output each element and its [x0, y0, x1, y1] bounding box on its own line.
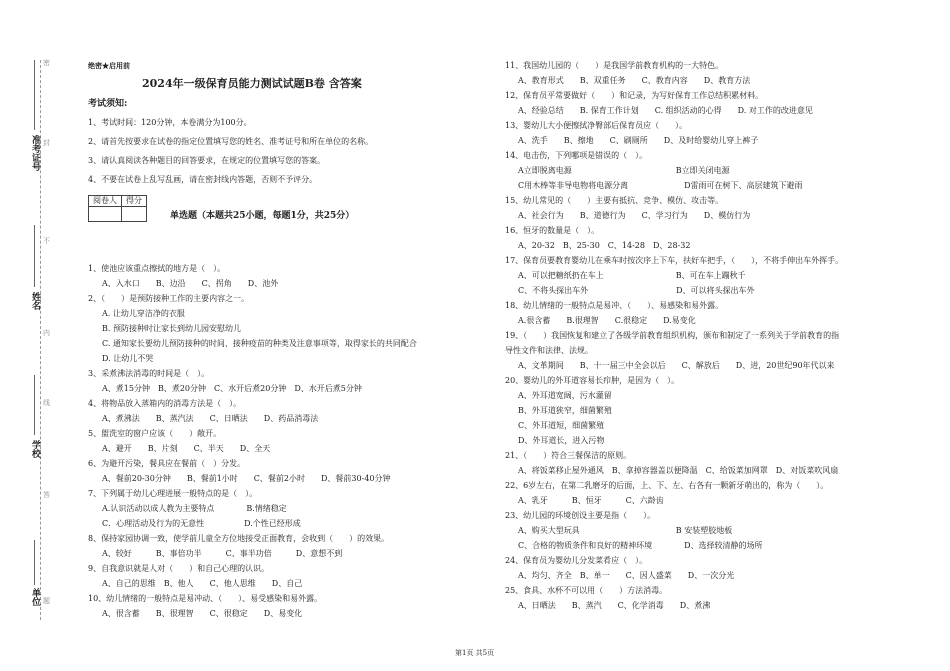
option-line: C．心理活动及行为的无意性 D.个性已经形成 [102, 519, 301, 528]
notice-item: 3、请认真阅读各种题目的回答要求，在规定的位置填写您的答案。 [88, 156, 326, 165]
score-table [88, 195, 147, 222]
notice-item: 4、不要在试卷上乱写乱画，请在密封线内答题，否则不予评分。 [88, 175, 318, 184]
option-line: A、均匀、齐全 B、单一 C、因人盛菜 D、一次分光 [518, 571, 735, 580]
question-line: 24、保育员为婴幼儿分发菜肴应（ ）。 [505, 556, 648, 565]
question-line: 13、婴幼儿大小便擦拭净臀部后保育员应（ ）。 [505, 121, 688, 130]
school-label: 学校 [30, 440, 40, 458]
question-line: 导性文件和法律、法规。 [505, 346, 593, 355]
option-line: A、很含蓄 B、很理智 C、很稳定 D、易变化 [102, 609, 303, 618]
option-line: A、文革期间 B、十一届三中全会以后 C、解放后 D、进，20世纪90年代以来 [518, 361, 835, 370]
option-line: D. 让幼儿不哭 [102, 354, 154, 363]
cut-mark: 题 [43, 597, 50, 605]
exam-number-underline [34, 60, 35, 130]
school-underline [34, 375, 35, 435]
name-label: 姓名 [30, 292, 40, 310]
option-line: A、洗手 B、擦地 C、刷厕所 D、及时给婴幼儿穿上裤子 [518, 136, 759, 145]
question-line: 23、幼儿园的环境创设主要是指（ ）。 [505, 511, 656, 520]
option-line: A、购买大型玩具 B 安装塑胶地板 [518, 526, 733, 535]
question-line: 17、保育员要教育婴幼儿在乘车时按次序上下车，扶好车把手，（ ），不将手伸出车外挥手。 [505, 256, 844, 265]
reviewer-header: 阅卷人 [89, 196, 122, 207]
option-line: A、教育形式 B、双重任务 C、教育内容 D、教育方法 [518, 76, 751, 85]
option-line: C、不将头探出车外 D、可以将头探出车外 [518, 286, 755, 295]
question-line: 25、食具、水杯不可以用（ ）方法消毒。 [505, 586, 668, 595]
reviewer-cell [89, 207, 122, 222]
option-line: A立即脱离电源 B立即关闭电源 [518, 166, 730, 175]
option-line: A、可以把糖纸扔在车上 B、可在车上蹦秋千 [518, 271, 746, 280]
section-title: 单选题（本题共25小题，每题1分，共25分） [170, 211, 355, 221]
unit-label: 单位 [30, 588, 40, 606]
option-line: C用木棒等非导电物将电源分离 D雷雨可在树下、高层建筑下避雨 [518, 181, 803, 190]
notice-item: 1、考试时间：120分钟，本卷满分为100分。 [88, 118, 252, 127]
option-line: A、将饭菜移止屋外通风 B、拿掉容器盖以便降温 C、给饭菜加网罩 D、对饭菜吹风扇 [518, 466, 839, 475]
cut-mark: 密 [43, 59, 50, 67]
question-line: 18、幼儿情绪的一般特点是易冲、（ ）、易感染和易外露。 [505, 301, 724, 310]
question-line: 5、盥洗室的窗户应该（ ）敞开。 [88, 429, 222, 438]
question-line: 7、下列属于幼儿心理进展一般特点的是（ ）。 [88, 489, 258, 498]
question-line: 14、电击伤，下列哪项是错误的（ ）。 [505, 151, 648, 160]
binding-line [40, 60, 41, 620]
question-line: 16、恒牙的数量是（ ）。 [505, 226, 600, 235]
cut-mark: 不 [43, 237, 50, 245]
name-underline [34, 225, 35, 287]
question-line: 2、（ ）是预防接种工作的主要内容之一。 [88, 294, 250, 303]
page-title: 2024年一级保育员能力测试试题B卷 含答案 [142, 77, 362, 90]
question-line: 3、采煮沸法消毒的时间是（ ）。 [88, 369, 210, 378]
cut-mark: 线 [43, 399, 50, 407]
secret-label: 绝密★启用前 [88, 61, 130, 70]
option-line: A、入水口 B、边沿 C、拐角 D、池外 [102, 279, 279, 288]
option-line: D、外耳道长，进入污物 [518, 436, 605, 445]
score-cell [122, 207, 147, 222]
question-line: 11、我国幼儿园的（ ）是我国学前教育机构的一大特色。 [505, 61, 724, 70]
option-line: A、自己的思维 B、他人 C、他人思维 D、自己 [102, 579, 303, 588]
question-line: 12、保育员平常要做好（ ）和记录，为写好保育工作总结积累材料。 [505, 91, 764, 100]
question-line: 10、幼儿情绪的一般特点是易冲动、（ ）、易受感染和易外露。 [88, 594, 323, 603]
notice-item: 2、请首先按要求在试卷的指定位置填写您的姓名、准考证号和所在单位的名称。 [88, 137, 374, 146]
page-footer: 第1页 共5页 [455, 649, 495, 657]
question-line: 15、幼儿常见的（ ）主要有抵抗、竞争、模仿、攻击等。 [505, 196, 724, 205]
notice-heading: 考试须知: [88, 99, 128, 109]
cut-mark: 答 [43, 491, 50, 499]
option-line: A、煮15分钟 B、煮20分钟 C、水开后煮20分钟 D、水开后煮5分钟 [102, 384, 362, 393]
option-line: A.认识活动以成人教为主要特点 B.情绪稳定 [102, 504, 287, 513]
option-line: A、经验总结 B. 保育工作计划 C. 组织活动的心得 D. 对工作的改进意见 [518, 106, 813, 115]
question-line: 20、婴幼儿的外耳道容易长疖肿，是因为（ ）。 [505, 376, 680, 385]
cut-mark: 内 [43, 329, 50, 337]
option-line: A、日晒法 B、蒸汽 C、化学消毒 D、煮沸 [518, 601, 711, 610]
question-line: 9、自我意识就是人对（ ）和自己心理的认识。 [88, 564, 270, 573]
option-line: A、社会行为 B、道德行为 C、学习行为 D、模仿行为 [518, 211, 751, 220]
question-line: 8、保持家园协调一致，使学前儿童全方位地接受正面教育，会收到（ ）的效果。 [88, 534, 390, 543]
option-line: A、避开 B、片刻 C、半天 D、全天 [102, 444, 271, 453]
exam-number-label: 准考证号 [30, 135, 40, 171]
option-line: A、20-32 B、25-30 C、14-28 D、28-32 [518, 241, 691, 250]
question-line: 21、（ ）符合三餐保洁的原则。 [505, 451, 632, 460]
cut-mark: 封 [43, 139, 50, 147]
option-line: B、外耳道狭窄，细菌繁殖 [518, 406, 612, 415]
question-line: 22、6岁左右，在第二乳磨牙的后面，上、下、左、右各有一颗新牙萌出的，称为（ ）。 [505, 481, 829, 490]
option-line: A、煮沸法 B、蒸汽法 C、日晒法 D、药品消毒法 [102, 414, 319, 423]
option-line: A. 让幼儿穿洁净的衣服 [102, 309, 185, 318]
question-line: 19、（ ）我国恢复和建立了各级学前教育组织机构，颁布和制定了一系列关于学前教育的指 [505, 331, 840, 340]
option-line: B. 预防接种时让家长到幼儿园安慰幼儿 [102, 324, 241, 333]
option-line: A、外耳道宽阔，污水灌留 [518, 391, 612, 400]
option-line: C. 通知家长要幼儿预防接种的时间、接种疫苗的种类及注意事项等，取得家长的共同配合 [102, 339, 417, 348]
unit-underline [34, 540, 35, 585]
question-line: 6、为避开污染，餐具应在餐前（ ）分发。 [88, 459, 246, 468]
option-line: C、合格的物质条件和良好的精神环境 D、选择较清静的场所 [518, 541, 763, 550]
option-line: C、外耳道短，细菌繁殖 [518, 421, 605, 430]
option-line: A、乳牙 B、恒牙 C、六龄齿 [518, 496, 664, 505]
question-line: 4、将物品放入蒸箱内的消毒方法是（ ）。 [88, 399, 242, 408]
option-line: A、较好 B、事倍功半 C、事半功倍 D、意想不到 [102, 549, 343, 558]
question-line: 1、使池应该重点擦拭的地方是（ ）。 [88, 264, 226, 273]
option-line: A、餐前20-30分钟 B、餐前1小时 C、餐前2小时 D、餐前30-40分钟 [102, 474, 391, 483]
score-header: 得分 [122, 196, 147, 207]
option-line: A.很含蓄 B.很理智 C.很稳定 D.易变化 [518, 316, 696, 325]
